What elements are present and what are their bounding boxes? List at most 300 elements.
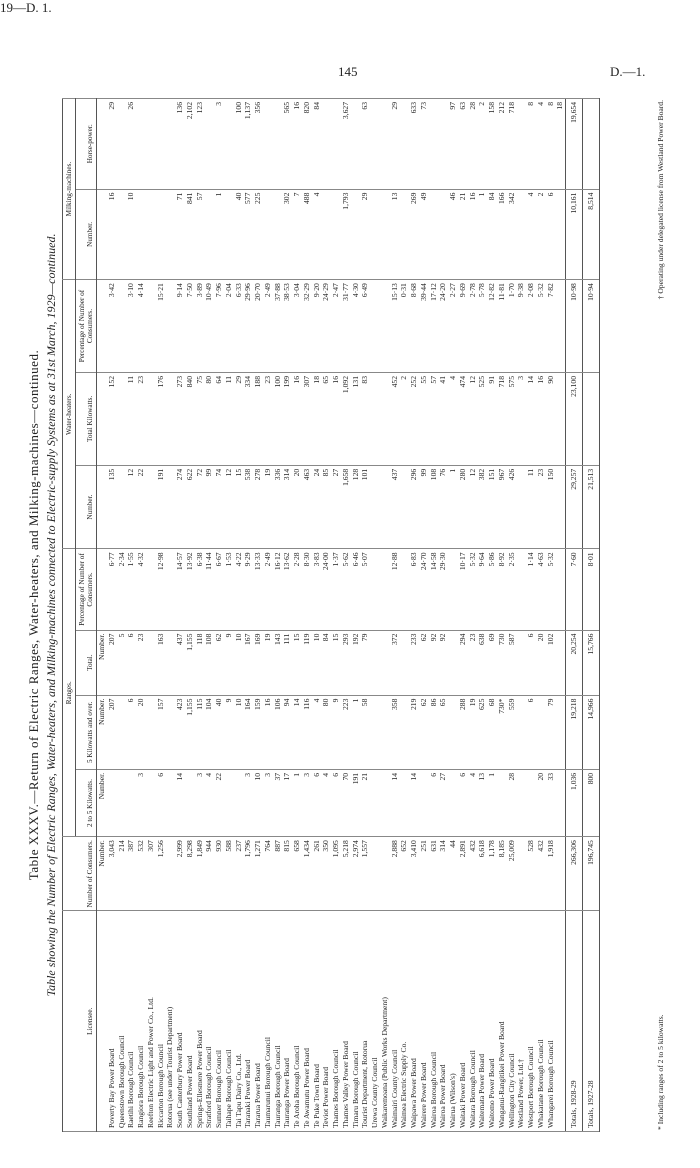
cell-w-pct: 39·44: [419, 280, 429, 373]
cell-m-number: 4: [312, 189, 322, 280]
cell-w-kw: 23,100: [566, 372, 583, 465]
cell-r-2to5: 3: [136, 769, 146, 836]
cell-w-kw: [370, 372, 380, 465]
table-row: [146, 99, 156, 1132]
cell-w-kw: 199: [282, 372, 292, 465]
cell-w-number: [516, 465, 526, 549]
cell-m-hp: 84: [312, 99, 322, 190]
cell-w-number: [117, 465, 127, 549]
cell-r-pct: 5·32: [468, 549, 478, 630]
table-row: [107, 99, 117, 1132]
cell-w-pct: 2·08: [526, 280, 536, 373]
cell-w-pct: 2·49: [263, 280, 273, 373]
cell-w-kw: [117, 372, 127, 465]
cell-licensee: Totals, 1928-29: [566, 911, 583, 1132]
header-milking-number: Number.: [76, 189, 97, 280]
cell-r-total: 372: [390, 630, 400, 695]
footnotes: [656, 100, 665, 1130]
table-row: [419, 99, 429, 1132]
header-water-kilowatts: Total Kilowatts.: [76, 372, 97, 465]
cell-w-pct: [370, 280, 380, 373]
cell-r-2to5: 800: [582, 769, 599, 836]
cell-consumers: 1,256: [156, 837, 166, 911]
cell-m-number: [429, 189, 439, 280]
cell-m-hp: 63: [360, 99, 370, 190]
cell-w-kw: 29: [234, 372, 244, 465]
cell-w-number: 426: [507, 465, 517, 549]
cell-w-number: 191: [156, 465, 166, 549]
cell-w-number: 314: [282, 465, 292, 549]
cell-r-2to5: [399, 769, 409, 836]
cell-r-5over: 116: [302, 695, 312, 769]
cell-r-total: 293: [341, 630, 351, 695]
cell-r-5over: 16: [263, 695, 273, 769]
cell-w-number: 622: [185, 465, 195, 549]
table-row: [555, 99, 565, 1132]
cell-consumers: 387: [126, 837, 136, 911]
cell-w-kw: 12: [468, 372, 478, 465]
cell-m-hp: 16: [292, 99, 302, 190]
cell-r-total: 84: [321, 630, 331, 695]
cell-w-pct: 10·98: [566, 280, 583, 373]
cell-r-total: 587: [507, 630, 517, 695]
page-reference: D.—1.: [610, 64, 646, 79]
cell-licensee: Poverty Bay Power Board: [107, 911, 117, 1132]
cell-consumers: [165, 837, 175, 911]
cell-w-kw: 65: [321, 372, 331, 465]
cell-m-hp: 19,654: [566, 99, 583, 190]
cell-w-number: 85: [321, 465, 331, 549]
cell-w-pct: 24·29: [321, 280, 331, 373]
cell-w-pct: [165, 280, 175, 373]
cell-r-pct: 24·00: [321, 549, 331, 630]
cell-r-2to5: 13: [477, 769, 487, 836]
cell-r-total: 62: [419, 630, 429, 695]
table-row: [477, 99, 487, 1132]
cell-licensee: Te Puke Town Board: [312, 911, 322, 1132]
cell-r-2to5: [107, 769, 117, 836]
cell-m-hp: 26: [126, 99, 136, 190]
cell-r-total: 437: [175, 630, 185, 695]
cell-w-pct: 9·38: [516, 280, 526, 373]
cell-licensee: Totals, 1927-28: [582, 911, 599, 1132]
cell-w-pct: [380, 280, 390, 373]
cell-licensee: Waimea Electric Supply Co.: [399, 911, 409, 1132]
cell-m-hp: [273, 99, 283, 190]
cell-w-pct: 1·70: [507, 280, 517, 373]
cell-r-total: 15,766: [582, 630, 599, 695]
cell-m-hp: [351, 99, 361, 190]
cell-r-5over: 219: [409, 695, 419, 769]
cell-r-total: 192: [351, 630, 361, 695]
cell-m-hp: 2,102: [185, 99, 195, 190]
table-row: [136, 99, 146, 1132]
cell-consumers: 1,918: [546, 837, 556, 911]
cell-consumers: 930: [214, 837, 224, 911]
cell-m-number: 2: [536, 189, 546, 280]
cell-licensee: Rotorua (see under Tourist Department): [165, 911, 175, 1132]
cell-r-pct: 2·34: [117, 549, 127, 630]
cell-m-number: [146, 189, 156, 280]
cell-r-total: 79: [360, 630, 370, 695]
cell-w-number: 76: [438, 465, 448, 549]
cell-licensee: Wairoa Borough Council: [429, 911, 439, 1132]
cell-w-pct: 7·82: [546, 280, 556, 373]
cell-m-number: 16: [468, 189, 478, 280]
cell-r-5over: 86: [429, 695, 439, 769]
cell-r-5over: 104: [204, 695, 214, 769]
cell-r-2to5: 33: [546, 769, 556, 836]
cell-w-number: 12: [468, 465, 478, 549]
cell-r-total: 10: [234, 630, 244, 695]
cell-r-pct: 12·98: [156, 549, 166, 630]
cell-consumers: 1,095: [331, 837, 341, 911]
cell-consumers: 631: [429, 837, 439, 911]
cell-r-pct: 9·29: [243, 549, 253, 630]
cell-w-pct: 37·88: [273, 280, 283, 373]
table-row: [516, 99, 526, 1132]
cell-r-2to5: 10: [253, 769, 263, 836]
cell-m-number: [263, 189, 273, 280]
cell-r-pct: 1·37: [331, 549, 341, 630]
cell-r-5over: 159: [253, 695, 263, 769]
cell-licensee: Waikaremoana (Public Works Department): [380, 911, 390, 1132]
cell-licensee: South Canterbury Power Board: [175, 911, 185, 1132]
cell-r-pct: 5·07: [360, 549, 370, 630]
cell-w-pct: 3·42: [107, 280, 117, 373]
footnote: † Operating under delegated license from Westland Power Board.: [656, 100, 665, 300]
cell-licensee: Springs-Ellesmere Power Board: [195, 911, 205, 1132]
cell-r-5over: 94: [282, 695, 292, 769]
cell-r-5over: 14: [292, 695, 302, 769]
cell-m-number: [224, 189, 234, 280]
cell-r-pct: 29·30: [438, 549, 448, 630]
cell-m-hp: 718: [507, 99, 517, 190]
cell-r-total: 9: [224, 630, 234, 695]
cell-licensee: Wairua (Wilson's): [448, 911, 458, 1132]
cell-r-2to5: [185, 769, 195, 836]
cell-r-2to5: [165, 769, 175, 836]
cell-m-number: 1: [214, 189, 224, 280]
cell-m-hp: [582, 99, 599, 190]
cell-r-5over: 62: [419, 695, 429, 769]
cell-w-pct: 2·04: [224, 280, 234, 373]
cell-r-pct: 14·57: [175, 549, 185, 630]
cell-w-kw: 307: [302, 372, 312, 465]
cell-w-number: 336: [273, 465, 283, 549]
table-row: [497, 99, 507, 1132]
cell-m-number: [117, 189, 127, 280]
cell-r-5over: [117, 695, 127, 769]
cell-m-hp: [146, 99, 156, 190]
cell-consumers: 8,185: [497, 837, 507, 911]
cell-consumers: 1,557: [360, 837, 370, 911]
cell-m-number: 29: [360, 189, 370, 280]
cell-r-2to5: [497, 769, 507, 836]
cell-w-number: 72: [195, 465, 205, 549]
cell-consumers: 2,888: [390, 837, 400, 911]
cell-w-kw: 452: [390, 372, 400, 465]
cell-licensee: Urewa County Council: [370, 911, 380, 1132]
table-row: [399, 99, 409, 1132]
cell-w-pct: 8·68: [409, 280, 419, 373]
cell-licensee: Waitaki Power Board: [458, 911, 468, 1132]
cell-r-2to5: 3: [263, 769, 273, 836]
unit-label: Number.: [97, 695, 107, 769]
cell-m-hp: 29: [390, 99, 400, 190]
cell-m-number: 488: [302, 189, 312, 280]
cell-w-pct: 5·32: [536, 280, 546, 373]
cell-m-number: [438, 189, 448, 280]
cell-w-kw: 100: [273, 372, 283, 465]
cell-m-hp: [117, 99, 127, 190]
cell-licensee: Te Aroha Borough Council: [292, 911, 302, 1132]
cell-r-pct: [380, 549, 390, 630]
cell-m-hp: [321, 99, 331, 190]
table-row: [185, 99, 195, 1132]
cell-r-2to5: 22: [214, 769, 224, 836]
cell-m-number: [399, 189, 409, 280]
cell-r-5over: 65: [438, 695, 448, 769]
cell-licensee: Tai Tapu Dairy Co., Ltd.: [234, 911, 244, 1132]
cell-m-number: 71: [175, 189, 185, 280]
cell-r-2to5: 6: [429, 769, 439, 836]
cell-consumers: [370, 837, 380, 911]
cell-r-total: 23: [468, 630, 478, 695]
cell-r-pct: 1·14: [526, 549, 536, 630]
cell-w-kw: [146, 372, 156, 465]
cell-w-pct: [146, 280, 156, 373]
cell-w-pct: 6·33: [234, 280, 244, 373]
cell-r-5over: 9: [224, 695, 234, 769]
cell-consumers: 307: [146, 837, 156, 911]
cell-w-number: [399, 465, 409, 549]
cell-r-total: 10: [312, 630, 322, 695]
cell-r-total: 62: [214, 630, 224, 695]
cell-w-pct: [555, 280, 565, 373]
cell-r-total: 15: [292, 630, 302, 695]
cell-m-number: [273, 189, 283, 280]
cell-w-number: [370, 465, 380, 549]
cell-w-kw: 16: [331, 372, 341, 465]
cell-licensee: Tauranga Power Board: [282, 911, 292, 1132]
table-row: [243, 99, 253, 1132]
cell-r-pct: 7·60: [566, 549, 583, 630]
cell-r-total: 6: [126, 630, 136, 695]
cell-r-pct: 5·62: [341, 549, 351, 630]
cell-consumers: 944: [204, 837, 214, 911]
cell-licensee: Wanganui-Rangitikei Power Board: [497, 911, 507, 1132]
cell-w-kw: 131: [351, 372, 361, 465]
cell-m-number: 1: [477, 189, 487, 280]
cell-licensee: Teviot Power Board: [321, 911, 331, 1132]
cell-licensee: Wairoa Power Board: [438, 911, 448, 1132]
cell-consumers: 532: [136, 837, 146, 911]
cell-r-5over: [536, 695, 546, 769]
cell-m-number: [370, 189, 380, 280]
cell-w-kw: 11: [224, 372, 234, 465]
cell-consumers: 1,178: [487, 837, 497, 911]
cell-r-pct: 6·46: [351, 549, 361, 630]
totals-row: [582, 99, 599, 1132]
cell-licensee: Waipawa Power Board: [409, 911, 419, 1132]
cell-m-number: 166: [497, 189, 507, 280]
cell-w-kw: 1,092: [341, 372, 351, 465]
cell-consumers: 652: [399, 837, 409, 911]
cell-r-5over: 1,155: [185, 695, 195, 769]
cell-r-pct: 13·92: [185, 549, 195, 630]
cell-licensee: Sumner Borough Council: [214, 911, 224, 1132]
cell-r-5over: [165, 695, 175, 769]
table-row: [175, 99, 185, 1132]
cell-r-pct: 8·92: [497, 549, 507, 630]
cell-w-kw: 14: [526, 372, 536, 465]
cell-r-total: 730: [497, 630, 507, 695]
unit-label: Number.: [97, 769, 107, 836]
cell-r-pct: 1·53: [224, 549, 234, 630]
cell-m-hp: [165, 99, 175, 190]
cell-r-2to5: 6: [156, 769, 166, 836]
cell-licensee: Queenstown Borough Council: [117, 911, 127, 1132]
cell-m-hp: 158: [487, 99, 497, 190]
header-water-number: Number.: [76, 465, 97, 549]
cell-w-pct: 32·29: [302, 280, 312, 373]
cell-w-pct: 24·20: [438, 280, 448, 373]
cell-w-kw: [165, 372, 175, 465]
cell-r-2to5: 1,036: [566, 769, 583, 836]
cell-r-5over: [399, 695, 409, 769]
cell-w-number: 967: [497, 465, 507, 549]
cell-m-hp: 73: [419, 99, 429, 190]
cell-m-number: 7: [292, 189, 302, 280]
cell-w-kw: 152: [107, 372, 117, 465]
cell-r-2to5: 14: [390, 769, 400, 836]
cell-r-2to5: [380, 769, 390, 836]
cell-w-kw: 252: [409, 372, 419, 465]
cell-r-pct: 6·77: [107, 549, 117, 630]
cell-r-2to5: 3: [302, 769, 312, 836]
table-title: Table XXXV.—Return of Electric Ranges, Water-heaters, and Milking-machines—continued.: [26, 349, 41, 881]
cell-licensee: Westland Power, Ltd.†: [516, 911, 526, 1132]
table-row: [331, 99, 341, 1132]
cell-licensee: Taranaki Power Board: [243, 911, 253, 1132]
cell-w-number: 538: [243, 465, 253, 549]
cell-m-hp: 212: [497, 99, 507, 190]
cell-r-total: [516, 630, 526, 695]
table-row: [487, 99, 497, 1132]
cell-licensee: Whakatane Borough Council: [536, 911, 546, 1132]
cell-r-5over: 559: [507, 695, 517, 769]
cell-r-2to5: 17: [282, 769, 292, 836]
cell-w-kw: 80: [204, 372, 214, 465]
cell-consumers: 3,410: [409, 837, 419, 911]
cell-m-hp: [429, 99, 439, 190]
header-milking-machines: Milking-machines.: [63, 99, 76, 280]
cell-consumers: 764: [263, 837, 273, 911]
header-ranges-total: Total.: [76, 630, 97, 695]
cell-r-total: 108: [204, 630, 214, 695]
cell-r-5over: 106: [273, 695, 283, 769]
cell-r-5over: 164: [243, 695, 253, 769]
cell-consumers: 432: [468, 837, 478, 911]
cell-w-kw: 64: [214, 372, 224, 465]
cell-r-2to5: 27: [438, 769, 448, 836]
cell-m-number: 342: [507, 189, 517, 280]
cell-m-number: [136, 189, 146, 280]
cell-m-number: 269: [409, 189, 419, 280]
cell-consumers: 214: [117, 837, 127, 911]
table-row: [370, 99, 380, 1132]
cell-r-total: 233: [409, 630, 419, 695]
cell-r-2to5: [516, 769, 526, 836]
cell-m-number: 21: [458, 189, 468, 280]
cell-w-pct: 9·69: [458, 280, 468, 373]
cell-r-5over: 157: [156, 695, 166, 769]
cell-w-pct: 38·53: [282, 280, 292, 373]
cell-r-pct: 4·22: [234, 549, 244, 630]
data-table: [62, 98, 600, 1132]
totals-row: [566, 99, 583, 1132]
cell-r-2to5: [419, 769, 429, 836]
cell-licensee: Taumarunui Borough Council: [263, 911, 273, 1132]
cell-r-2to5: 1: [487, 769, 497, 836]
cell-r-pct: 3·83: [312, 549, 322, 630]
cell-m-number: 16: [107, 189, 117, 280]
cell-w-kw: 3: [516, 372, 526, 465]
cell-m-hp: 3,627: [341, 99, 351, 190]
header-consumers: Number of Consumers.: [63, 837, 97, 911]
footnote: * Including ranges of 2 to 5 kilowatts.: [656, 1014, 665, 1130]
cell-m-hp: [438, 99, 448, 190]
cell-m-hp: 8: [526, 99, 536, 190]
cell-r-5over: 1: [351, 695, 361, 769]
cell-r-total: 143: [273, 630, 283, 695]
cell-w-pct: 4·14: [136, 280, 146, 373]
cell-r-pct: 13·33: [253, 549, 263, 630]
cell-consumers: 3,043: [107, 837, 117, 911]
cell-licensee: Whangarei Borough Council: [546, 911, 556, 1132]
cell-w-kw: 2: [399, 372, 409, 465]
cell-r-pct: 5·32: [546, 549, 556, 630]
cell-r-5over: 207: [107, 695, 117, 769]
table-row: [429, 99, 439, 1132]
cell-w-pct: 5·78: [477, 280, 487, 373]
cell-w-kw: [555, 372, 565, 465]
cell-w-number: [555, 465, 565, 549]
cell-consumers: 5,218: [341, 837, 351, 911]
table-row: [126, 99, 136, 1132]
cell-w-kw: 55: [419, 372, 429, 465]
cell-w-number: 24: [312, 465, 322, 549]
cell-w-number: 12: [126, 465, 136, 549]
cell-m-number: 841: [185, 189, 195, 280]
rotated-table-panel: [20, 90, 680, 1140]
cell-w-kw: 91: [487, 372, 497, 465]
cell-r-5over: [370, 695, 380, 769]
cell-m-number: [380, 189, 390, 280]
cell-licensee: Reefton Electric Light and Power Co., Ltd.: [146, 911, 156, 1132]
table-row: [214, 99, 224, 1132]
cell-w-number: 135: [107, 465, 117, 549]
cell-r-total: 294: [458, 630, 468, 695]
cell-r-total: 207: [107, 630, 117, 695]
cell-w-pct: 29·96: [243, 280, 253, 373]
cell-w-kw: 75: [195, 372, 205, 465]
cell-r-2to5: [117, 769, 127, 836]
table-row: [156, 99, 166, 1132]
cell-w-number: 74: [214, 465, 224, 549]
cell-w-number: 280: [458, 465, 468, 549]
